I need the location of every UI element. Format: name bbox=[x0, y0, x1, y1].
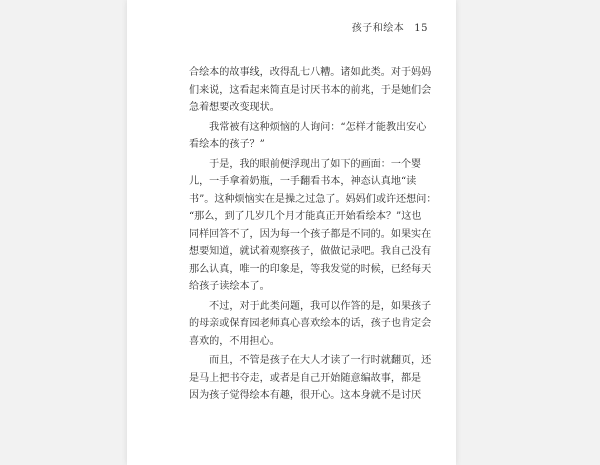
paragraph bbox=[189, 352, 432, 405]
paragraph bbox=[189, 156, 437, 296]
text-line: 是马上把书夺走，或者是自己开始随意编故事，都是 bbox=[189, 372, 422, 384]
text-line: 因为孩子觉得绘本有趣，很开心。这本身就不是讨厌 bbox=[189, 390, 422, 401]
text-line: 看绘本的孩子？” bbox=[189, 139, 265, 150]
text-line: 们来说，这看起来简直是讨厌书本的前兆，于是她们会 bbox=[189, 84, 432, 96]
text-line: “那么，到了几岁几个月才能真正开始看绘本？”这也 bbox=[189, 211, 422, 222]
running-title: 孩子和绘本 bbox=[351, 23, 405, 34]
text-line: 喜欢的，不用担心。 bbox=[189, 335, 280, 347]
book-page bbox=[127, 0, 456, 465]
page-number: 15 bbox=[414, 23, 428, 34]
paragraph bbox=[189, 64, 432, 117]
text-line: 而且，不管是孩子在大人才读了一行时就翻页，还 bbox=[189, 355, 432, 366]
paragraph bbox=[189, 298, 432, 351]
text-line: 给孩子读绘本了。 bbox=[189, 281, 270, 292]
text-line: 书”。这种烦恼实在是操之过急了。妈妈们或许还想问： bbox=[189, 193, 437, 205]
running-head bbox=[352, 19, 428, 34]
text-line: 不过，对于此类问题，我可以作答的是，如果孩子 bbox=[189, 300, 432, 312]
text-line: 急着想要改变现状。 bbox=[189, 102, 280, 113]
text-line: 同样回答不了，因为每一个孩子都是不同的。如果实在 bbox=[189, 228, 432, 240]
text-line: 我常被有这种烦恼的人询问：“怎样才能教出安心 bbox=[189, 121, 427, 133]
body-text bbox=[189, 64, 437, 405]
text-line: 于是，我的眼前便浮现出了如下的画面：一个婴 bbox=[189, 158, 422, 170]
paragraph bbox=[189, 119, 427, 154]
text-line: 那么认真，唯一的印象是，等我发觉的时候，已经每天 bbox=[189, 263, 432, 275]
text-line: 的母亲或保育园老师真心喜欢绘本的话，孩子也肯定会 bbox=[189, 318, 432, 329]
text-line: 儿，一手拿着奶瓶，一手翻看书本，神态认真地“读 bbox=[189, 176, 417, 187]
text-line: 想要知道，就试着观察孩子，做做记录吧。我自己没有 bbox=[189, 246, 432, 257]
text-line: 合绘本的故事线，改得乱七八糟。诸如此类。对于妈妈 bbox=[189, 67, 432, 78]
